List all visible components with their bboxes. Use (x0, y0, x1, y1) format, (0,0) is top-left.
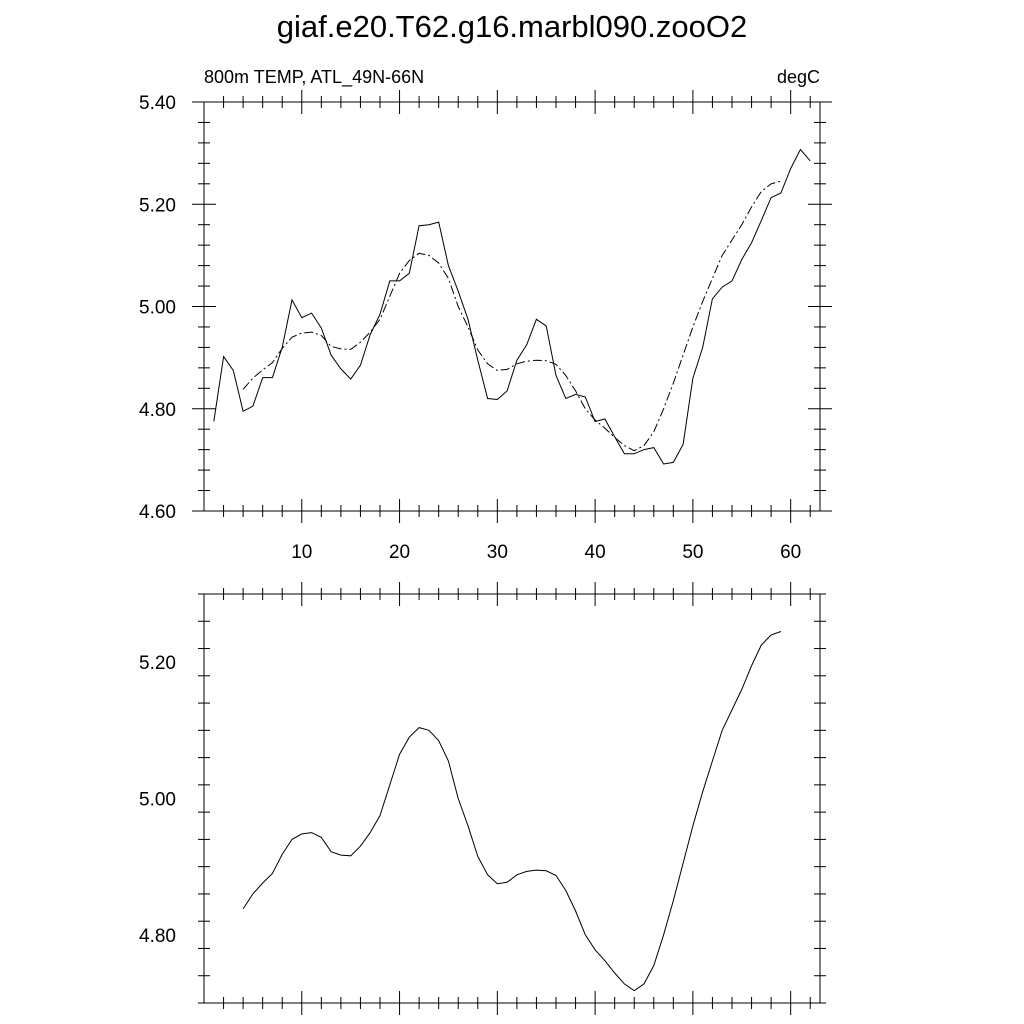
bottom-series-group (243, 632, 781, 991)
top-plot-frame (204, 102, 820, 511)
panel-subtitle-right: degC (776, 67, 820, 87)
top-series-smoothed-line (243, 181, 781, 451)
top-y-tick-label: 5.40 (139, 93, 176, 114)
bottom-y-tick-label: 4.80 (139, 925, 176, 947)
top-y-tick-label: 5.00 (139, 297, 176, 319)
top-series-group (214, 150, 810, 465)
top-x-tick-label: 20 (388, 542, 411, 563)
top-x-tick-label: 60 (780, 542, 802, 563)
top-x-tick-label: 10 (291, 542, 313, 563)
bottom-tick-labels (139, 653, 176, 947)
top-y-tick-label: 4.60 (139, 502, 176, 523)
bottom-y-tick-label: 5.20 (139, 653, 176, 675)
top-series-line (214, 150, 810, 465)
bottom-panel (139, 582, 826, 1015)
top-panel (139, 90, 832, 563)
top-y-tick-label: 5.20 (139, 195, 176, 217)
bottom-y-tick-label: 5.00 (139, 789, 176, 811)
top-y-tick-label: 4.80 (139, 399, 176, 421)
chart-title: giaf.e20.T62.g16.marbl090.zooO2 (276, 9, 748, 44)
top-x-tick-label: 40 (584, 542, 606, 563)
panel-subtitle-left: 800m TEMP, ATL_49N-66N (204, 67, 425, 87)
bottom-tick-marks (198, 582, 826, 1015)
top-x-tick-label: 50 (682, 542, 704, 563)
bottom-plot-frame (204, 594, 820, 1003)
top-x-tick-label: 30 (486, 542, 508, 563)
top-tick-marks (192, 90, 832, 523)
bottom-series-line (243, 632, 781, 991)
